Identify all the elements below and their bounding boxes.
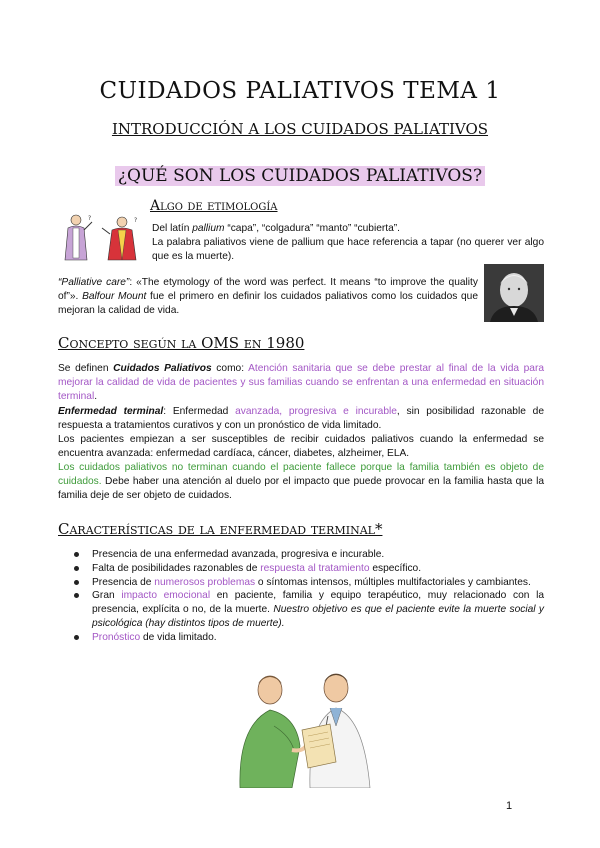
etymology-paragraph-1: Del latín pallium “capa”, “colgadura” “manto” “cubierta”. <box>152 223 400 234</box>
page-subtitle: INTRODUCCIÓN A LOS CUIDADOS PALIATIVOS <box>111 120 489 138</box>
concept-heading: Concepto según la OMS en 1980 <box>58 334 305 352</box>
page-title: CUIDADOS PALIATIVOS TEMA 1 <box>99 78 501 104</box>
etymology-paragraph-2: La palabra paliativos viene de pallium que hace referencia a tapar (no querer ver algo que es la muerte). <box>152 237 544 262</box>
etymology-heading: Algo de etimología <box>150 198 278 214</box>
cloaked-figures-illustration <box>62 212 148 264</box>
list-item: Gran impacto emocional en paciente, familia y equipo terapéutico, muy relacionado con la presencia, explícita o no, de la muerte. Nuestro objetivo es que el paciente evite la muerte social y psicológica (hay distintos tipos de muerte). <box>74 589 544 630</box>
bullet-icon <box>74 593 79 598</box>
list-item: Pronóstico de vida limitado. <box>74 631 544 645</box>
characteristics-list <box>74 548 544 645</box>
question-text: ¿QUÉ SON LOS CUIDADOS PALIATIVOS? <box>115 166 485 186</box>
concept-paragraph-3: Los pacientes empiezan a ser susceptibles de recibir cuidados paliativos cuando la enfermedad se encuentra avanzada: enfermedad cardíaca, cáncer, diabetes, alzheimer, ELA. <box>58 434 544 459</box>
bullet-icon <box>74 635 79 640</box>
bullet-icon <box>74 580 79 585</box>
doctor-patient-illustration <box>230 666 380 788</box>
list-item: Falta de posibilidades razonables de respuesta al tratamiento específico. <box>74 562 544 576</box>
palliative-care-definition: Se definen Cuidados Paliativos como: Atención sanitaria que se debe prestar al final de la vida para mejorar la calidad de vida de pacientes y sus familias cuando se enfrentan a una enfermedad en situación terminal. <box>58 363 545 402</box>
concept-paragraph-4: Los cuidados paliativos no terminan cuando el paciente fallece porque la familia también es objeto de cuidados. Debe haber una atención al duelo por el impacto que puede provocar en la familia hasta que la familia deje de ser objeto de cuidados. <box>58 462 544 501</box>
bullet-icon <box>74 552 79 557</box>
section-question <box>0 166 600 186</box>
portrait-photo <box>484 264 544 322</box>
bullet-icon <box>74 566 79 571</box>
terminal-illness-definition: Enfermedad terminal: Enfermedad avanzada, progresiva e incurable, sin posibilidad razonable de respuesta a tratamientos curativos y con un pronóstico de vida limitado. <box>58 406 544 431</box>
palliative-care-quote: “Palliative care”: «The etymology of the word was perfect. It means “to improve the quality of”». Balfour Mount fue el primero en definir los cuidados paliativos como los cuidados que mejoran la calidad de vida. <box>58 277 478 316</box>
list-item: Presencia de una enfermedad avanzada, progresiva e incurable. <box>74 548 544 562</box>
svg-text:?: ? <box>88 215 92 222</box>
page-number: 1 <box>506 800 513 812</box>
characteristics-heading: Características de la enfermedad terminal* <box>58 520 383 538</box>
svg-text:?: ? <box>134 217 138 224</box>
list-item: Presencia de numerosos problemas o síntomas intensos, múltiples multifactoriales y cambiantes. <box>74 576 544 590</box>
